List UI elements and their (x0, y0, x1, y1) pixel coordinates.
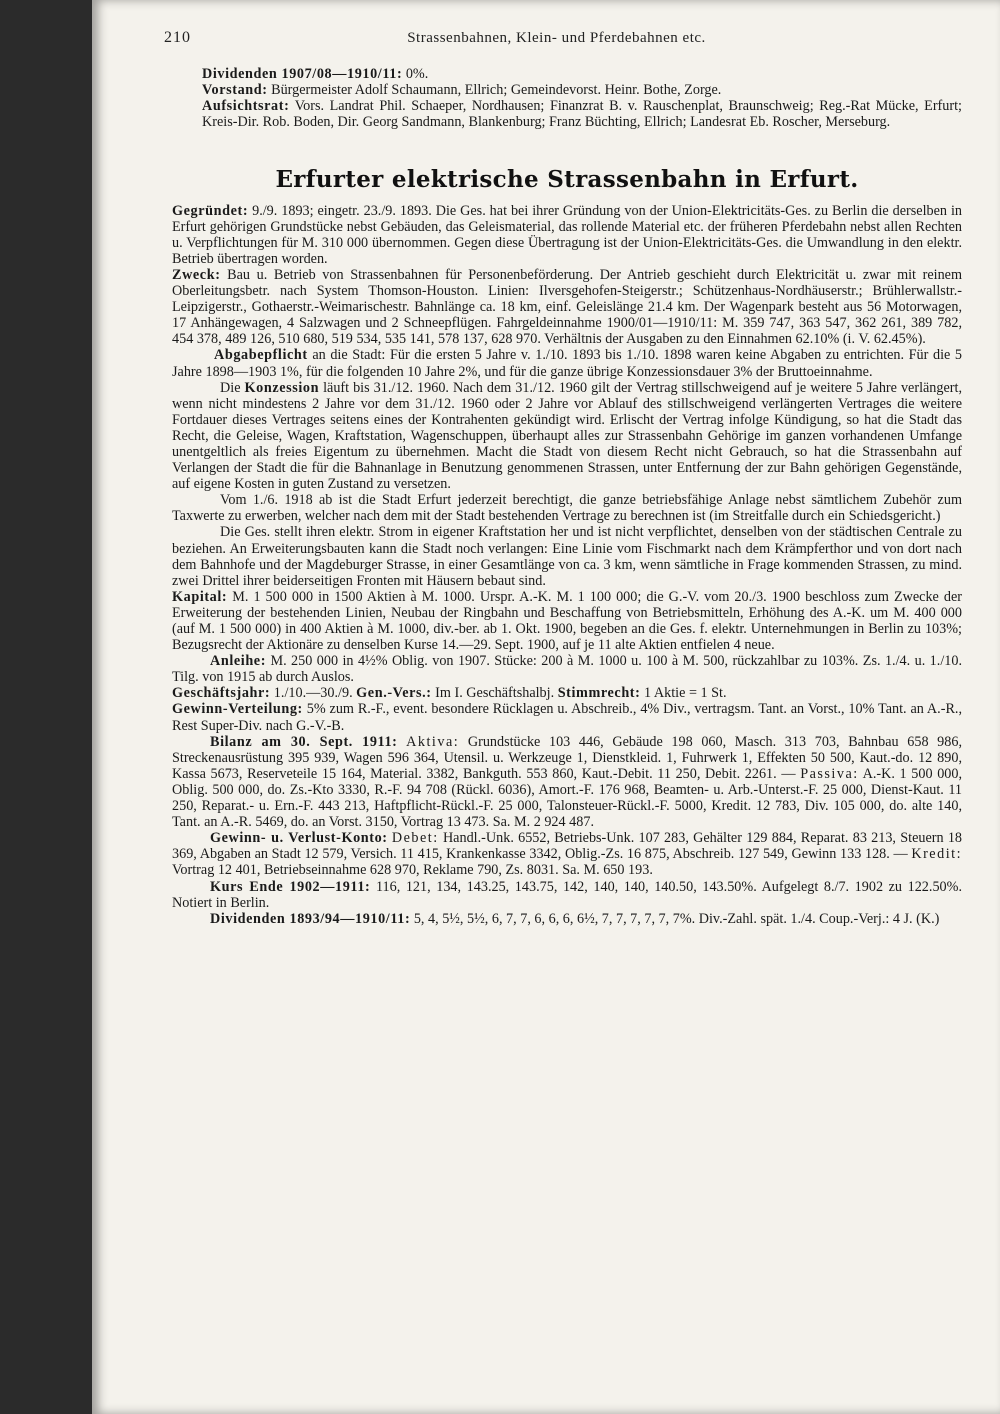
gewinn-verteilung-paragraph (172, 701, 962, 733)
konzession-paragraph (172, 380, 962, 493)
anleihe-paragraph (172, 653, 962, 685)
gv-label: Gen.-Vers.: (356, 685, 432, 702)
stimmrecht-label: Stimmrecht: (557, 685, 641, 702)
document-page (92, 0, 1000, 1414)
guv-kredit-label: Kredit: (911, 846, 963, 863)
abgabe-paragraph (172, 347, 962, 379)
page-content (164, 29, 963, 927)
previous-company-section (172, 66, 962, 130)
gj-label: Geschäftsjahr: (172, 685, 271, 702)
bilanz-paragraph (172, 734, 962, 831)
guv-kredit-text: Vortrag 12 401, Betriebseinnahme 628 970, Reklame 790, Zs. 8031. Sa. M. 650 193. (172, 862, 653, 879)
dividenden-previous-label: Dividenden 1907/08—1910/11: (202, 66, 403, 83)
vorstand-label: Vorstand: (202, 82, 268, 99)
kurs-paragraph (172, 879, 962, 911)
company-entries (172, 203, 962, 927)
bilanz-aktiva-label: Aktiva: (406, 733, 460, 750)
aufsichtsrat-paragraph (172, 98, 962, 130)
anleihe-text: M. 250 000 in 4½% Oblig. von 1907. Stücke: 200 à M. 1000 u. 100 à M. 500, rückzahlbar zu 103%. Zs. 1./4. u. 1./10. Tilg. von 1915 ab durch Auslos. (172, 653, 962, 686)
zweck-text: Bau u. Betrieb von Strassenbahnen für Personenbeförderung. Der Antrieb geschieht durch Elektricität u. zwar mit reinem Oberleitungsbetr. nach System Thomson-Houston. Linien: Ilversgehofen-Steigerstr.; Schützenhaus-Nordhäuserstr.; Brühlerwallstr.-Leipzigerstr., Gothaerstr.-Weimarischestr. Bahnlänge ca. 18 km, einf. Geleislänge 21.4 km. Der Wagenpark besteht aus 56 Motorwagen, 17 Anhängewagen, 4 Salzwagen und 2 Schneepflügen. Fahrgeldeinnahme 1900/01—1910/11: M. 359 747, 363 547, 362 261, 389 782, 454 378, 489 126, 510 680, 519 534, 535 141, 578 137, 628 970. Verhältnis der Ausgaben zu den Einnahmen 62.10% (i. V. 62.45%). (172, 266, 962, 348)
konzession-text: läuft bis 31./12. 1960. Nach dem 31./12. 1960 gilt der Vertrag stillschweigend auf je weitere 5 Jahre verlängert, wenn nicht mindestens 2 Jahre vor dem 31./12. 1960 oder 2 Jahre vor Ablauf des stillschweigend verlängerten Vertrages die weitere Fortdauer dieses Vertrages seitens eines der Kontrahenten gekündigt wird. Erlischt der Vertrag infolge Kündigung, so hat die Stadt das Recht, die Geleise, Wagen, Kraftstation, Wagenschuppen, überhaupt alles zur Strassenbahn Gehörige im ganzen vorhandenen Umfange unentgeltlich als freies Eigentum zu übernehmen. Macht die Stadt von diesem Recht nicht Gebrauch, so hat die Strassenbahn auf Verlangen der Stadt die für die Bahnanlage in Benutzung genommenen Strassen, unter Entfernung der zur Bahn gehörigen Gegenstände, auf eigene Kosten in guten Zustand zu versetzen. (172, 379, 962, 493)
vom-text: Vom 1./6. 1918 ab ist die Stadt Erfurt jederzeit berechtigt, die ganze betriebsfähige Anlage nebst sämtlichem Zubehör zum Taxwerte zu erwerben, welcher nach dem mit der Stadt bestehenden Vertrage zu berechnen ist (im Streitfalle durch ein Schiedsgericht.) (172, 492, 962, 525)
strom-paragraph (172, 524, 962, 588)
geschaeftsjahr-line (172, 685, 962, 701)
guv-label: Gewinn- u. Verlust-Konto: (210, 830, 388, 847)
gj-text: 1./10.—30./9. (273, 685, 353, 702)
bilanz-label: Bilanz am 30. Sept. 1911: (210, 733, 398, 750)
zweck-label: Zweck: (172, 266, 221, 283)
konzession-pre: Die (220, 379, 241, 396)
bilanz-passiva-label: Passiva: (800, 765, 859, 782)
bilanz-aktiva-text: Grundstücke 103 446, Gebäude 198 060, Masch. 313 703, Bahnbau 658 986, Streckenausrüstung 395 939, Wagen 596 364, Utensil. u. Werkzeuge 1, Dienstkleid. 1, Fuhrwerk 1, Effekten 50 500, Kaut.-do. 12 890, Kassa 5673, Reserveteile 15 164, Material. 3382, Bankguth. 553 860, Kaut.-Debit. 11 250, Debit. 2261. — (172, 733, 963, 782)
stimmrecht-text: 1 Aktie = 1 St. (644, 685, 727, 702)
dividenden-label: Dividenden 1893/94—1910/11: (210, 910, 411, 927)
gewinn-verteilung-label: Gewinn-Verteilung: (172, 701, 303, 718)
vorstand-line (202, 82, 962, 98)
gegruendet-paragraph (172, 203, 962, 267)
dividenden-previous-value: 0%. (405, 66, 429, 83)
guv-debet-text: Handl.-Unk. 6552, Betriebs-Unk. 107 283, Gehälter 129 884, Reparat. 83 213, Steuern 18 369, Abgaben an Stadt 12 579, Versich. 11 415, Krankenkasse 3342, Oblig.-Zs. 16 875, Abschreib. 127 549, Gewinn 133 128. — (172, 830, 963, 863)
bilanz-passiva-text: A.-K. 1 500 000, Oblig. 500 000, do. Zs.-Kto 3330, R.-F. 94 708 (Rückl. 6036), Amort.-F. 176 968, Beamten- u. Arb.-Unterst.-F. 25 000, Dienst-Kaut. 11 250, Reparat.- u. Ern.-F. 443 213, Haftpflicht-Rückl.-F. 25 000, Talonsteuer-Rückl.-F. 5000, Kredit. 12 783, Div. 105 000, do. alte 140, Tant. an A.-R. 5469, do. an Vorst. 3150, Vortrag 13 473. Sa. M. 2 924 487. (172, 765, 963, 831)
kurs-text: 116, 121, 134, 143.25, 143.75, 142, 140, 140, 140.50, 143.50%. Aufgelegt 8./7. 1902 zu 122.50%. Notiert in Berlin. (172, 878, 962, 911)
abgabe-text: an die Stadt: Für die ersten 5 Jahre v. 1./10. 1893 bis 1./10. 1898 waren keine Abgaben zu entrichten. Für die 5 Jahre 1898—1903 1%, für die folgenden 10 Jahre 2%, und für die ganze übrige Konzessionsdauer 3% der Bruttoeinnahme. (172, 347, 963, 380)
kapital-paragraph (172, 589, 962, 653)
gv-text: Im I. Geschäftshalbj. (435, 685, 555, 702)
dividenden-previous (202, 66, 962, 82)
kurs-label: Kurs Ende 1902—1911: (210, 878, 371, 895)
dividenden-paragraph (172, 911, 962, 927)
guv-paragraph (172, 830, 962, 878)
abgabe-label: Abgabepflicht (214, 347, 308, 364)
anleihe-label: Anleihe: (210, 653, 267, 670)
gewinn-verteilung-text: 5% zum R.-F., event. besondere Rücklagen u. Abschreib., 4% Div., vertragsm. Tant. an Vorst., 10% Tant. an A.-R., Rest Super-Div. nach G.-V.-B. (172, 701, 963, 734)
zweck-paragraph (172, 267, 962, 347)
kapital-label: Kapital: (172, 588, 228, 605)
dividenden-text: 5, 4, 5½, 5½, 6, 7, 7, 6, 6, 6, 6½, 7, 7, 7, 7, 7, 7%. Div.-Zahl. spät. 1./4. Coup.-Verj.: 4 J. (K.) (413, 910, 940, 927)
running-header (164, 30, 962, 46)
aufsichtsrat-label: Aufsichtsrat: (202, 98, 290, 115)
konzession-label: Konzession (244, 379, 320, 396)
vorstand-text: Bürgermeister Adolf Schaumann, Ellrich; Gemeindevorst. Heinr. Bothe, Zorge. (271, 82, 722, 99)
guv-debet-label: Debet: (391, 830, 439, 847)
gegruendet-label: Gegründet: (172, 202, 249, 219)
company-title: Erfurter elektrische Strassenbahn in Erfurt. (275, 166, 859, 194)
strom-text: Die Ges. stellt ihren elektr. Strom in eigener Kraftstation her und ist nicht verpflichtet, denselben von der städtischen Centrale zu beziehen. An Erweiterungsbauten kann die Stadt noch verlangen: Eine Linie vom Fischmarkt nach dem Krämpferthor und von dort nach dem Bahnhofe und der Magdeburger Strasse, in einer Gesamtlänge von ca. 3 km, wenn sämtliche in Frage kommenden Strassen, zu mind. zwei Drittel ihrer beiderseitigen Fronten mit Häusern bebaut sind. (172, 524, 962, 589)
running-title: Strassenbahnen, Klein- und Pferdebahnen etc. (407, 30, 706, 46)
aufsichtsrat-text: Vors. Landrat Phil. Schaeper, Nordhausen; Finanzrat B. v. Rauschenplat, Braunschweig; Reg.-Rat Mücke, Erfurt; Kreis-Dir. Rob. Boden, Dir. Georg Sandmann, Blankenburg; Franz Büchting, Ellrich; Landesrat Eb. Roscher, Merseburg. (202, 98, 962, 131)
vom-paragraph (172, 492, 962, 524)
kapital-text: M. 1 500 000 in 1500 Aktien à M. 1000. Urspr. A.-K. M. 1 100 000; die G.-V. vom 20./3. 1900 beschloss zum Zwecke der Erweiterung der bestehenden Linien, Neubau der Ringbahn und Beschaffung von Betriebsmitteln, Erhöhung des A.-K. um M. 400 000 (auf M. 1 500 000) in 400 Aktien à M. 1000, div.-ber. ab 1. Okt. 1900, begeben an die Ges. f. elektr. Unternehmungen in Berlin zu 103%; Bezugsrecht der Aktionäre zu denselben Kurse 14.—29. Sept. 1900, auf je 11 alte Aktien entfielen 4 neue. (172, 588, 962, 654)
page-number: 210 (164, 29, 191, 46)
gegruendet-text: 9./9. 1893; eingetr. 23./9. 1893. Die Ges. hat bei ihrer Gründung von der Union-Elektricitäts-Ges. zu Berlin die derselben in Erfurt gehörigen Grundstücke nebst Gebäuden, das Geleismaterial, das rollende Material etc. der früheren Pferdebahn nebst allen Rechten u. Verpflichtungen für M. 310 000 übernommen. Gegen diese Übertragung ist der Union-Elektricitäts-Ges. die Umwandlung in den elektr. Betrieb übertragen worden. (172, 202, 962, 267)
